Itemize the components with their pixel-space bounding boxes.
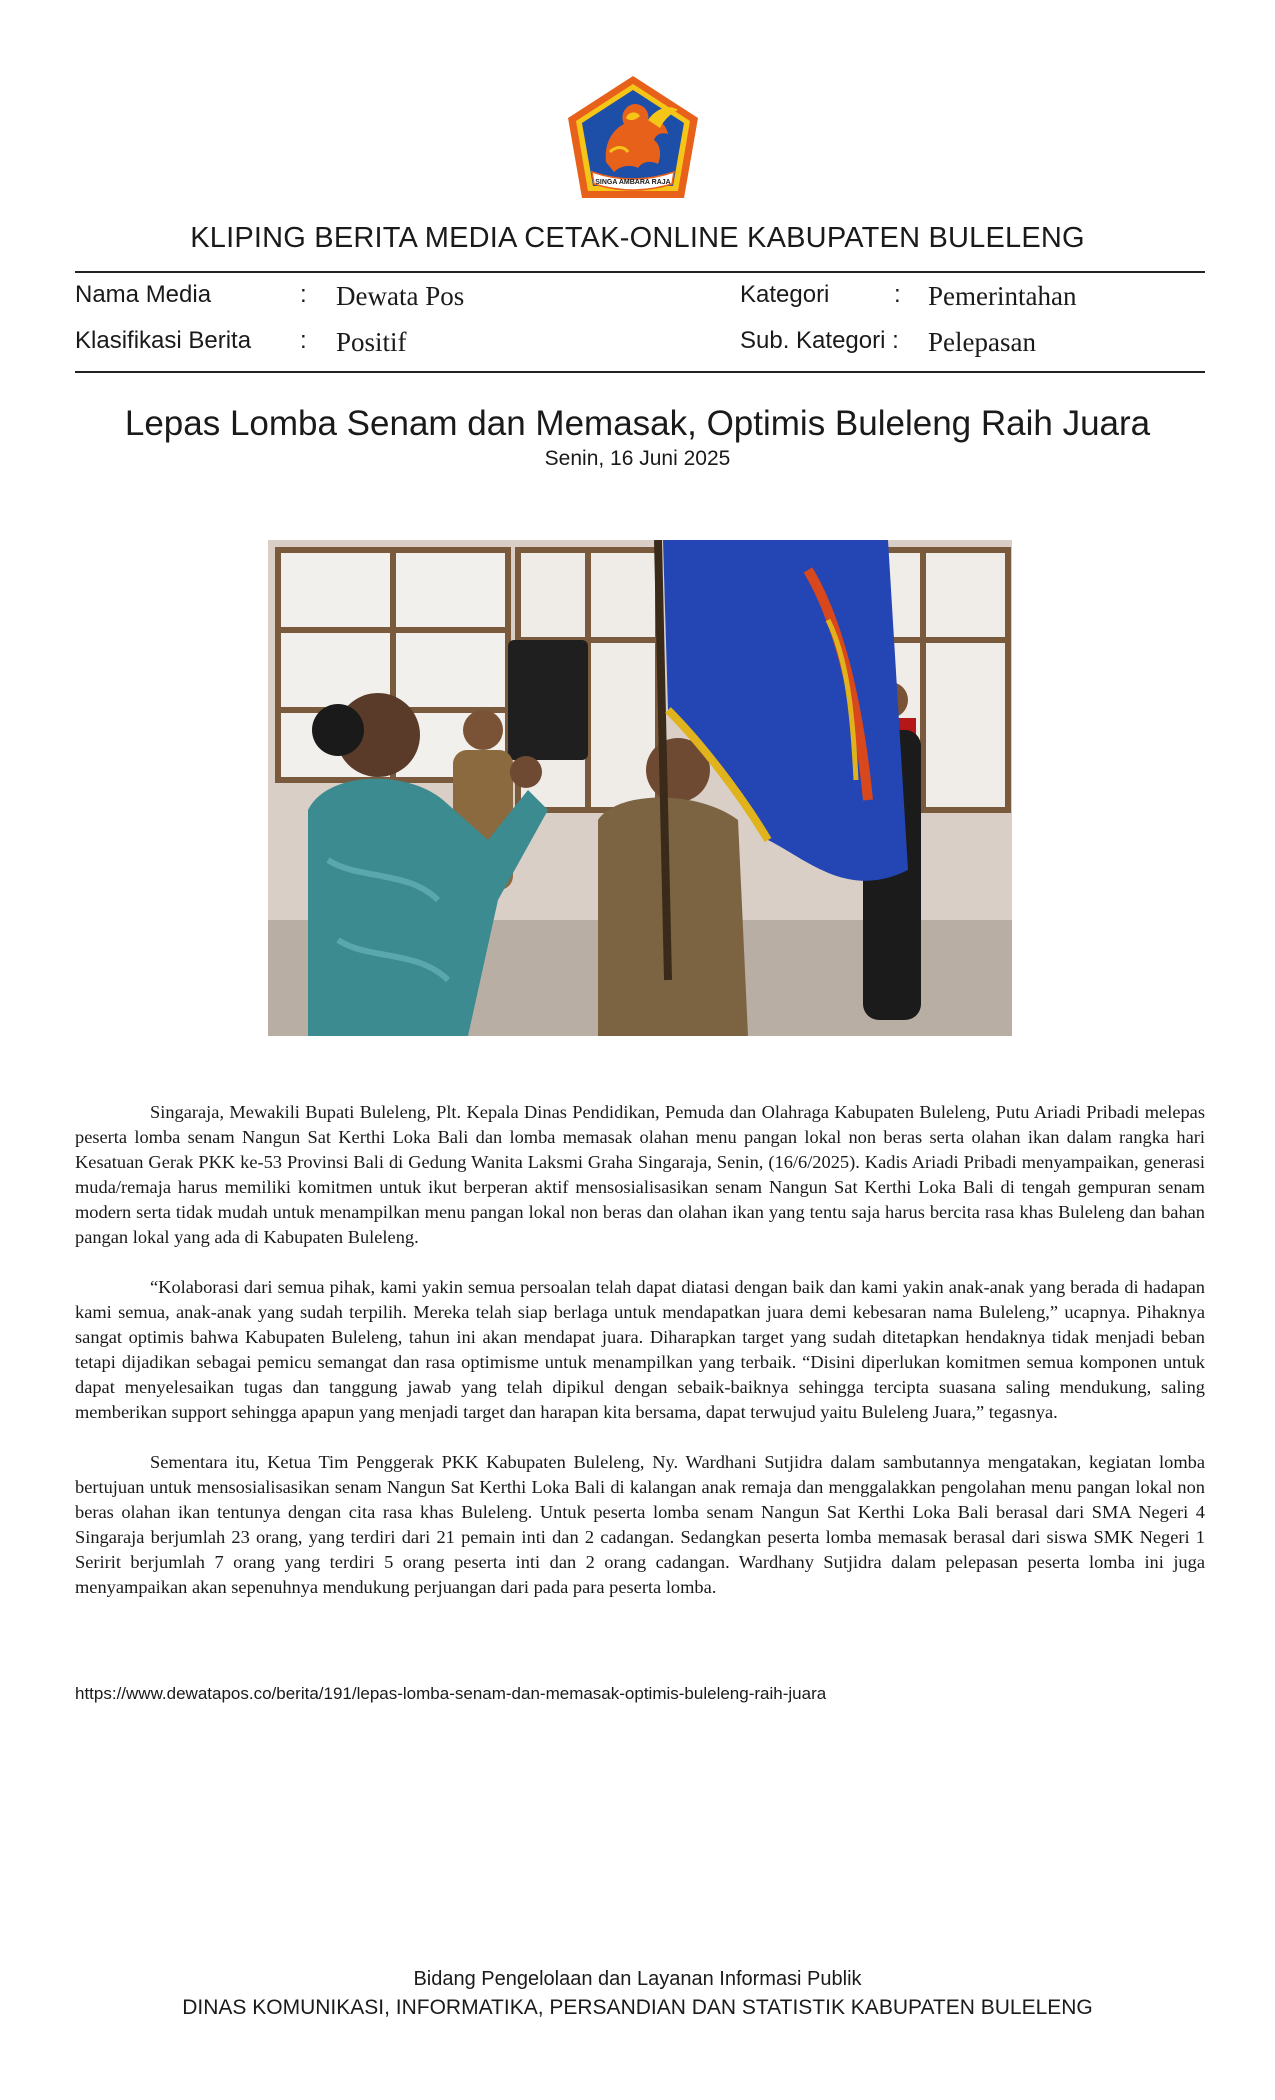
klasifikasi-value: Positif [336, 327, 407, 357]
article-date: Senin, 16 Juni 2025 [544, 447, 731, 470]
document-title: KLIPING BERITA MEDIA CETAK-ONLINE KABUPATEN BULELENG [190, 222, 1085, 254]
kategori-label: Kategori [740, 281, 830, 308]
nama-media-value: Dewata Pos [336, 281, 465, 311]
article-headline: Lepas Lomba Senam dan Memasak, Optimis Buleleng Raih Juara [124, 404, 1151, 443]
article-paragraph-1: Singaraja, Mewakili Bupati Buleleng, Plt. Kepala Dinas Pendidikan, Pemuda dan Olahraga Kabupaten Buleleng, Putu Ariadi Pribadi melepas peserta lomba senam Nangun Sat Kerthi Loka Bali dan lomba memasak olahan menu pangan lokal non beras serta olahan ikan dalam rangka hari Kesatuan Gerak PKK ke-53 Provinsi Bali di Gedung Wanita Laksmi Graha Singaraja, Senin, (16/6/2025). Kadis Ariadi Pribadi menyampaikan, generasi muda/remaja harus memiliki komitmen untuk ikut berperan aktif mensosialisasikan senam Nangun Sat Kerthi Loka Bali di tengah gempuran senam modern serta tidak mudah untuk menampilkan menu pangan lokal non beras dan olahan ikan yang tentu saja harus bercita rasa khas Buleleng dan bahan pangan lokal yang ada di Kabupaten Buleleng. [75, 1102, 1205, 1247]
sub-kategori-label: Sub. Kategori : [740, 327, 899, 354]
kategori-colon: : [894, 281, 901, 308]
article-body [75, 1100, 1205, 1625]
kategori-value: Pemerintahan [928, 281, 1077, 311]
buleleng-crest-icon [566, 74, 700, 200]
header-divider-top [75, 271, 1205, 273]
flag-handover-photo [268, 540, 1012, 1036]
footer-department: Bidang Pengelolaan dan Layanan Informasi Publik [413, 1968, 862, 1990]
header-divider-bottom [75, 371, 1205, 373]
klasifikasi-label: Klasifikasi Berita [75, 327, 252, 354]
article-paragraph-3: Sementara itu, Ketua Tim Penggerak PKK Kabupaten Buleleng, Ny. Wardhani Sutjidra dalam sambutannya mengatakan, kegiatan lomba bertujuan untuk mensosialisasikan senam Nangun Sat Kerthi Loka Bali di kalangan anak remaja dan menggalakkan pengolahan menu pangan lokal non beras olahan ikan tentunya dengan cita rasa khas Buleleng. Untuk peserta lomba senam Nangun Sat Kerthi Loka Bali berasal dari SMA Negeri 4 Singaraja berjumlah 23 orang, yang terdiri dari 21 pemain inti dan 2 cadangan. Sedangkan peserta lomba memasak berasal dari siswa SMK Negeri 1 Seririt berjumlah 7 orang yang terdiri 5 orang peserta inti dan 2 orang cadangan. Wardhany Sutjidra dalam pelepasan peserta lomba ini juga menyampaikan akan sepenuhnya mendukung perjuangan dari pada para peserta lomba. [75, 1452, 1205, 1597]
crest-motto: SINGA AMBARA RAJA [595, 179, 671, 186]
footer-agency: DINAS KOMUNIKASI, INFORMATIKA, PERSANDIAN DAN STATISTIK KABUPATEN BULELENG [182, 1996, 1093, 2019]
source-url[interactable]: https://www.dewatapos.co/berita/191/lepas-lomba-senam-dan-memasak-optimis-buleleng-raih-juara [75, 1684, 827, 1703]
nama-media-colon: : [300, 281, 307, 308]
article-paragraph-2: “Kolaborasi dari semua pihak, kami yakin semua persoalan telah dapat diatasi dengan baik dan kami yakin anak-anak yang berada di hadapan kami semua, anak-anak yang sudah terpilih. Mereka telah siap berlaga untuk mendapatkan juara demi kebesaran nama Buleleng,” ucapnya. Pihaknya sangat optimis bahwa Kabupaten Buleleng, tahun ini akan mendapat juara. Diharapkan target yang sudah ditetapkan hendaknya tidak menjadi beban tetapi dijadikan sebagai pemicu semangat dan rasa optimisme untuk menampilkan yang terbaik. “Disini diperlukan komitmen semua komponen untuk dapat menyelesaikan tugas dan tanggung jawab yang telah dipikul dengan sebaik-baiknya sehingga tercipta suasana saling mendukung, saling memberikan support sehingga apapun yang menjadi target dan harapan kita bersama, dapat terwujud yaitu Buleleng Juara,” tegasnya. [75, 1277, 1205, 1422]
klasifikasi-colon: : [300, 327, 307, 354]
sub-kategori-value: Pelepasan [928, 327, 1036, 357]
nama-media-label: Nama Media [75, 281, 212, 308]
